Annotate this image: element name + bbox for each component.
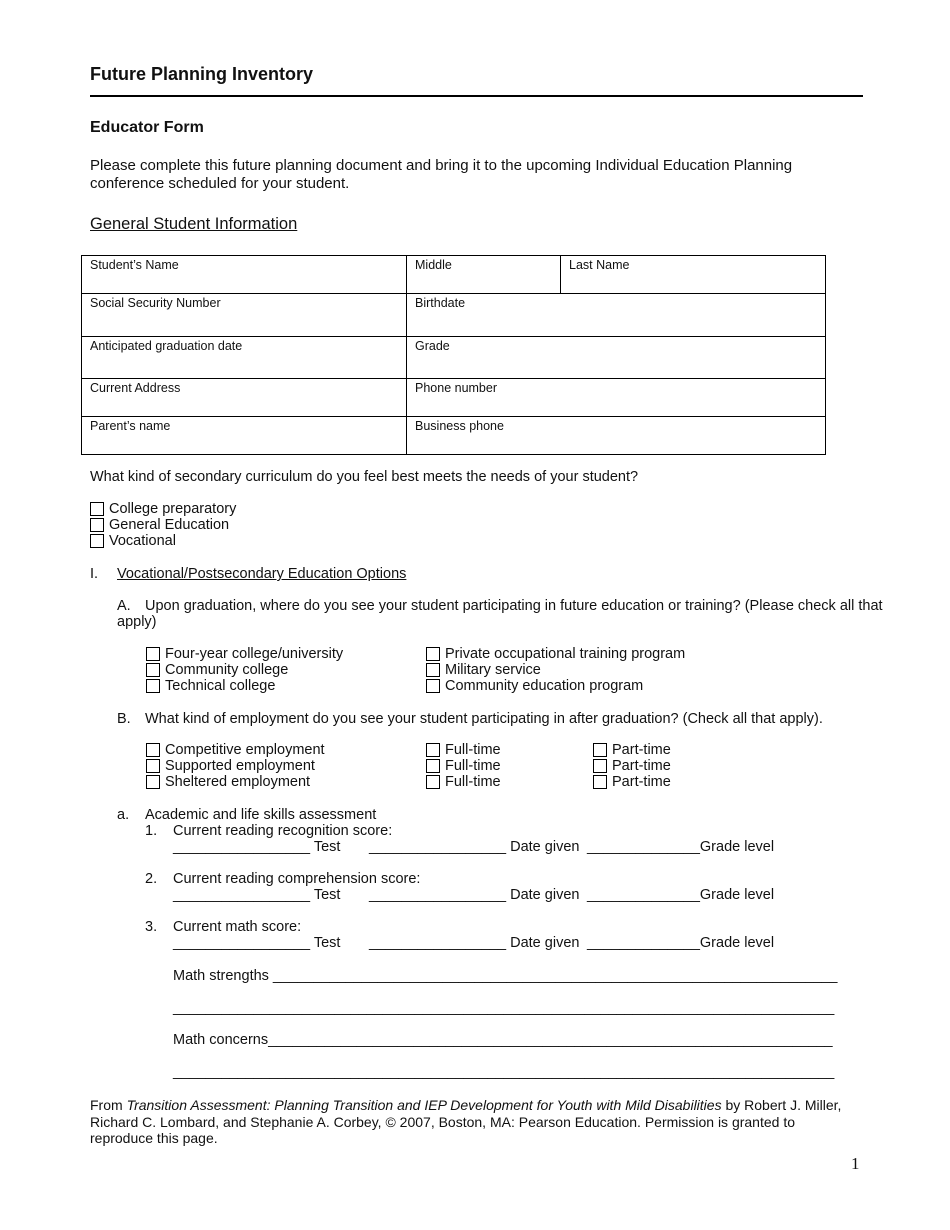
middle-cell[interactable] bbox=[407, 256, 561, 294]
title-divider bbox=[90, 95, 863, 97]
reading-comprehension-label: Current reading comprehension score: bbox=[173, 871, 421, 887]
community-education-checkbox[interactable] bbox=[426, 679, 440, 693]
form-subtitle: Educator Form bbox=[90, 119, 204, 136]
college-prep-checkbox[interactable] bbox=[90, 502, 104, 516]
assessment-heading: Academic and life skills assessment bbox=[145, 807, 377, 823]
students-name-cell[interactable] bbox=[82, 256, 407, 294]
sheltered-parttime-label: Part-time bbox=[612, 774, 671, 790]
ssn-cell[interactable] bbox=[82, 294, 407, 337]
phone-cell[interactable] bbox=[407, 379, 826, 417]
address-cell[interactable] bbox=[82, 379, 407, 417]
supported-fulltime-label: Full-time bbox=[445, 758, 501, 774]
grade-label: Grade bbox=[415, 339, 450, 353]
reading-recognition-date-field[interactable]: _________________ Date given bbox=[369, 839, 580, 855]
competitive-employment-checkbox[interactable] bbox=[146, 743, 160, 757]
sheltered-employment-checkbox[interactable] bbox=[146, 775, 160, 789]
item-number: 3. bbox=[145, 919, 158, 935]
community-education-label: Community education program bbox=[445, 678, 644, 694]
private-training-label: Private occupational training program bbox=[445, 646, 686, 662]
reading-comprehension-test-field[interactable]: _________________ Test bbox=[173, 887, 341, 903]
last-name-label: Last Name bbox=[569, 258, 630, 272]
part-a-question: Upon graduation, where do you see your student participating in future education or training? (Please check all that bbox=[145, 598, 883, 614]
community-college-label: Community college bbox=[165, 662, 289, 678]
supported-parttime-label: Part-time bbox=[612, 758, 671, 774]
math-concerns-field[interactable]: Math concerns______________________________________________________________________ bbox=[173, 1032, 833, 1048]
item-number: 1. bbox=[145, 823, 158, 839]
students-name-label: Student’s Name bbox=[90, 258, 179, 272]
technical-college-checkbox[interactable] bbox=[146, 679, 160, 693]
reading-recognition-label: Current reading recognition score: bbox=[173, 823, 393, 839]
competitive-fulltime-checkbox[interactable] bbox=[426, 743, 440, 757]
grade-cell[interactable] bbox=[407, 337, 826, 379]
page-title: Future Planning Inventory bbox=[90, 64, 314, 84]
assessment-letter: a. bbox=[117, 807, 130, 823]
military-service-checkbox[interactable] bbox=[426, 663, 440, 677]
competitive-parttime-label: Part-time bbox=[612, 742, 671, 758]
sheltered-employment-label: Sheltered employment bbox=[165, 774, 311, 790]
reading-recognition-test-field[interactable]: _________________ Test bbox=[173, 839, 341, 855]
competitive-fulltime-label: Full-time bbox=[445, 742, 501, 758]
address-label: Current Address bbox=[90, 381, 181, 395]
sheltered-parttime-checkbox[interactable] bbox=[593, 775, 607, 789]
math-strengths-field[interactable]: Math strengths ______________________________________________________________________ bbox=[173, 968, 838, 984]
part-heading: Vocational/Postsecondary Education Options bbox=[117, 566, 407, 582]
four-year-college-label: Four-year college/university bbox=[165, 646, 344, 662]
supported-fulltime-checkbox[interactable] bbox=[426, 759, 440, 773]
vocational-label: Vocational bbox=[109, 533, 176, 549]
math-concerns-line[interactable]: __________________________________________________________________________________ bbox=[173, 1064, 835, 1080]
technical-college-label: Technical college bbox=[165, 678, 276, 694]
curriculum-question: What kind of secondary curriculum do you feel best meets the needs of your student? bbox=[90, 469, 639, 485]
birthdate-label: Birthdate bbox=[415, 296, 466, 310]
page-number: 1 bbox=[851, 1154, 860, 1173]
item-number: 2. bbox=[145, 871, 158, 887]
citation-footer bbox=[90, 1097, 860, 1147]
four-year-college-checkbox[interactable] bbox=[146, 647, 160, 661]
math-test-field[interactable]: _________________ Test bbox=[173, 935, 341, 951]
business-phone-label: Business phone bbox=[415, 419, 504, 433]
graduation-label: Anticipated graduation date bbox=[90, 339, 243, 353]
part-a-letter: A. bbox=[117, 598, 131, 614]
general-education-checkbox[interactable] bbox=[90, 518, 104, 532]
supported-parttime-checkbox[interactable] bbox=[593, 759, 607, 773]
math-date-field[interactable]: _________________ Date given bbox=[369, 935, 580, 951]
parent-label: Parent’s name bbox=[90, 419, 171, 433]
graduation-cell[interactable] bbox=[82, 337, 407, 379]
college-prep-label: College preparatory bbox=[109, 501, 237, 517]
ssn-label: Social Security Number bbox=[90, 296, 221, 310]
part-b-question: What kind of employment do you see your student participating in after graduation? (Check all that apply). bbox=[145, 711, 823, 727]
part-numeral: I. bbox=[90, 566, 99, 582]
business-phone-cell[interactable] bbox=[407, 417, 826, 455]
math-strengths-line[interactable]: __________________________________________________________________________________ bbox=[173, 1000, 835, 1016]
competitive-parttime-checkbox[interactable] bbox=[593, 743, 607, 757]
sheltered-fulltime-label: Full-time bbox=[445, 774, 501, 790]
reading-comprehension-grade-field[interactable]: ______________Grade level bbox=[587, 887, 775, 903]
section-title: General Student Information bbox=[90, 215, 298, 233]
citation-rest: by Robert J. Miller, Richard C. Lombard, and Stephanie A. Corbey, © 2007, Boston, MA: Pearson Education. Permission is granted to reproduce this page. bbox=[90, 1097, 842, 1146]
competitive-employment-label: Competitive employment bbox=[165, 742, 325, 758]
phone-label: Phone number bbox=[415, 381, 498, 395]
citation-from: From bbox=[90, 1097, 127, 1113]
general-education-label: General Education bbox=[109, 517, 230, 533]
part-a-question-cont: apply) bbox=[117, 614, 157, 630]
supported-employment-label: Supported employment bbox=[165, 758, 315, 774]
private-training-checkbox[interactable] bbox=[426, 647, 440, 661]
math-grade-field[interactable]: ______________Grade level bbox=[587, 935, 775, 951]
parent-cell[interactable] bbox=[82, 417, 407, 455]
vocational-checkbox[interactable] bbox=[90, 534, 104, 548]
student-info-table bbox=[81, 255, 826, 455]
citation-book-title: Transition Assessment: Planning Transition and IEP Development for Youth with Mild Disabilities bbox=[126, 1097, 722, 1113]
last-name-cell[interactable] bbox=[561, 256, 826, 294]
part-b-letter: B. bbox=[117, 711, 131, 727]
middle-label: Middle bbox=[415, 258, 452, 272]
military-service-label: Military service bbox=[445, 662, 541, 678]
sheltered-fulltime-checkbox[interactable] bbox=[426, 775, 440, 789]
birthdate-cell[interactable] bbox=[407, 294, 826, 337]
community-college-checkbox[interactable] bbox=[146, 663, 160, 677]
reading-recognition-grade-field[interactable]: ______________Grade level bbox=[587, 839, 775, 855]
supported-employment-checkbox[interactable] bbox=[146, 759, 160, 773]
reading-comprehension-date-field[interactable]: _________________ Date given bbox=[369, 887, 580, 903]
intro-text: Please complete this future planning document and bring it to the upcoming Individual Education Planning conference scheduled for your student. bbox=[90, 157, 793, 192]
math-score-label: Current math score: bbox=[173, 919, 302, 935]
